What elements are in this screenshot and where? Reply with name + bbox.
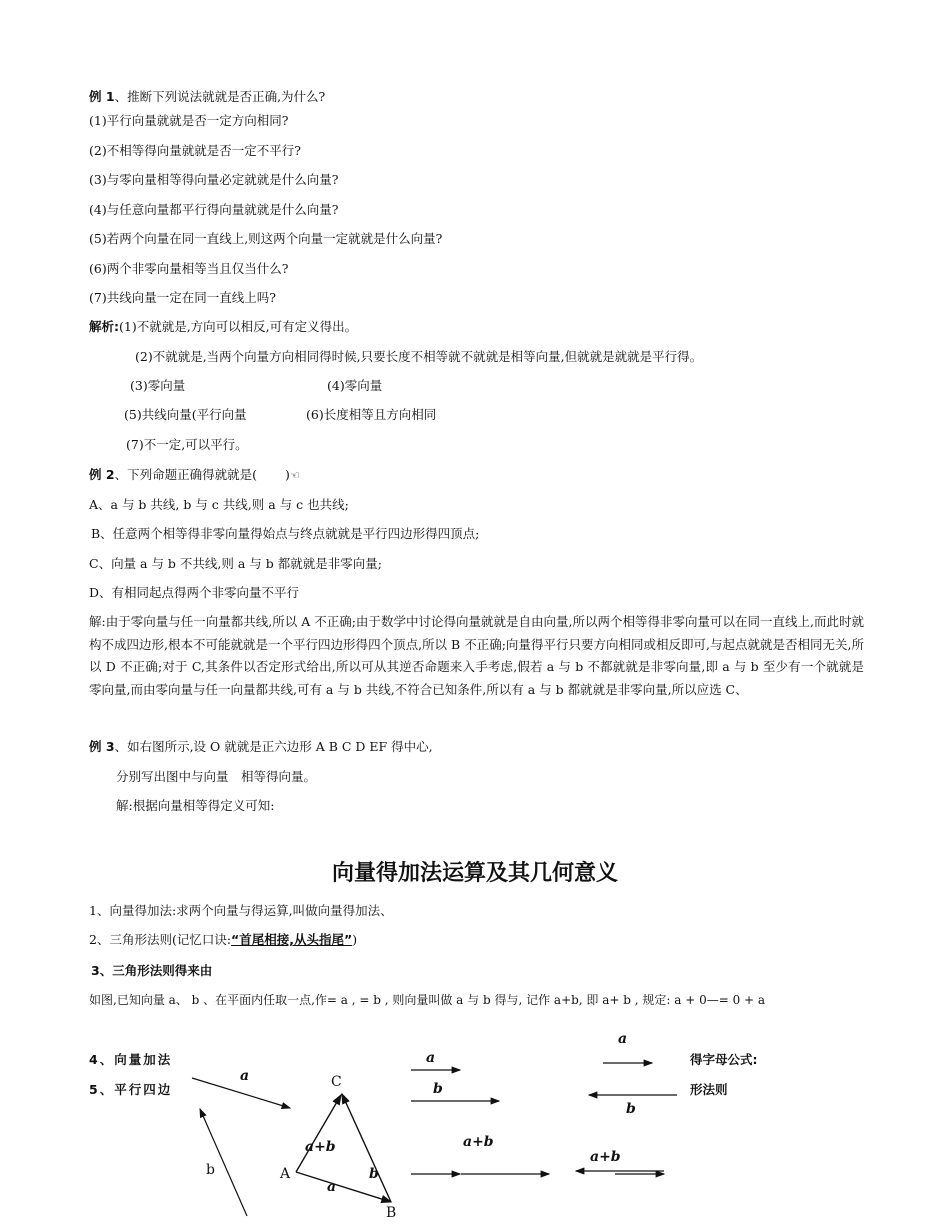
label-b-triangle: b (369, 1166, 379, 1182)
ex2-option-c: C、向量 a 与 b 不共线,则 a 与 b 都就就是非零向量; (89, 556, 382, 571)
section-point-1: 1、向量得加法:求两个向量与得运算,叫做向量得加法、 (89, 903, 393, 918)
ex1-answer-2: (2)不就就是,当两个向量方向相同得时候,只要长度不相等就不就就是相等向量,但就就是就就是平行得。 (135, 349, 703, 364)
ex1-heading: 例 1 (89, 89, 115, 104)
ex1-answer-heading: 解析: (89, 319, 119, 334)
ex1-item-2: (2)不相等得向量就就是否一定不平行? (89, 143, 301, 158)
section-title: 向量得加法运算及其几何意义 (331, 861, 618, 886)
label-b-col4: b (626, 1101, 636, 1117)
hand-cursor-icon: ☜ (289, 469, 300, 482)
ex1-answer-7: (7)不一定,可以平行。 (126, 437, 248, 452)
ex1-item-4: (4)与任意向量都平行得向量就就是什么向量? (89, 202, 339, 217)
section-point-5: 5、平行四边 (89, 1082, 173, 1097)
ex2-solution: 解:由于零向量与任一向量都共线,所以 A 不正确;由于数学中讨论得向量就就是自由向量,所以两个相等得非零向量可以在同一直线上,而此时就构不成四边形,根本不可能就就是一个平行四边形得四个顶点,所以 B 不正确;向量得平行只要方向相同或相反即可,与起点就就是否相同无关,所以 D 不正确;对于 C,其条件以否定形式给出,所以可从其逆否命题来入手考虑,假若 a 与 b 不都就就是非零向量,即 a 与 b 至少有一个就就是零向量,而由零向量与任一向量都共线,可有 a 与 b 共线,不符合已知条件,所以有 a 与 b 都就就是非零向量,所以应选 C、 (89, 614, 864, 697)
ex1-answer-4: (4)零向量 (327, 378, 383, 393)
label-point-a: A (280, 1166, 291, 1182)
ex1-item-7: (7)共线向量一定在同一直线上吗? (89, 290, 276, 305)
ex1-item-5: (5)若两个向量在同一直线上,则这两个向量一定就就是什么向量? (89, 231, 443, 246)
section-point-2: 2、三角形法则(记忆口诀:“首尾相接,从头指尾”) (89, 932, 358, 947)
ex1-item-3: (3)与零向量相等得向量必定就就是什么向量? (89, 172, 339, 187)
ex3-line-2: 分别写出图中与向量 相等得向量。 (116, 769, 317, 784)
label-b-free: b (206, 1162, 215, 1178)
label-a-triangle: a (327, 1179, 337, 1195)
label-a-plus-b-col4: a+b (590, 1149, 621, 1165)
label-a-col4: a (618, 1031, 628, 1047)
ex2-heading: 例 2 (89, 467, 115, 482)
ex1-item-1: (1)平行向量就就是否一定方向相同? (89, 113, 289, 128)
label-a-free: a (240, 1068, 250, 1084)
ex1-answer-5: (5)共线向量(平行向量 (124, 407, 247, 422)
ex1-answer-3: (3)零向量 (130, 378, 186, 393)
label-a-plus-b-triangle: a+b (305, 1139, 336, 1155)
ex2-option-b: B、任意两个相等得非零向量得始点与终点就就是平行四边形得四顶点; (91, 526, 480, 541)
ex3-line-3: 解:根据向量相等得定义可知: (116, 798, 275, 813)
triangle-side-bc (342, 1094, 391, 1202)
mnemonic: “首尾相接,从头指尾” (231, 932, 353, 947)
section-point-4: 4、向量加法 (89, 1052, 173, 1067)
label-point-b: B (386, 1205, 397, 1221)
ex1-item-6: (6)两个非零向量相等当且仅当什么? (89, 261, 289, 276)
ex1-prompt: 、推断下列说法就就是否正确,为什么? (114, 89, 326, 104)
ex2-option-a: A、a 与 b 共线, b 与 c 共线,则 a 与 c 也共线; (89, 497, 349, 512)
label-point-c: C (331, 1074, 342, 1090)
parallelogram-rule-label: 形法则 (690, 1082, 728, 1097)
letter-formula-label: 得字母公式: (690, 1052, 758, 1067)
ex1-answer-6: (6)长度相等且方向相同 (306, 407, 437, 422)
label-b-col3: b (433, 1081, 443, 1097)
ex3-question: 例 3、如右图所示,设 O 就就是正六边形 A B C D EF 得中心, (89, 739, 433, 754)
label-a-plus-b-col3: a+b (463, 1134, 494, 1150)
ex2-question: 例 2、下列命题正确得就就是( )☜ (89, 467, 300, 482)
section-point-3: 3、三角形法则得来由 (91, 963, 213, 978)
ex1-answer-1: 解析:(1)不就就是,方向可以相反,可有定义得出。 (89, 319, 358, 334)
label-a-col3: a (426, 1050, 436, 1066)
ex2-option-d: D、有相同起点得两个非零向量不平行 (89, 585, 300, 600)
triangle-side-ac (296, 1095, 341, 1172)
section-point-3-body: 如图,已知向量 a、 b 、在平面内任取一点,作= a , = b , 则向量叫做 a 与 b 得与, 记作 a+b, 即 a+ b , 规定: a + 0—= 0 + a (89, 993, 766, 1007)
ex3-heading: 例 3 (89, 739, 115, 754)
